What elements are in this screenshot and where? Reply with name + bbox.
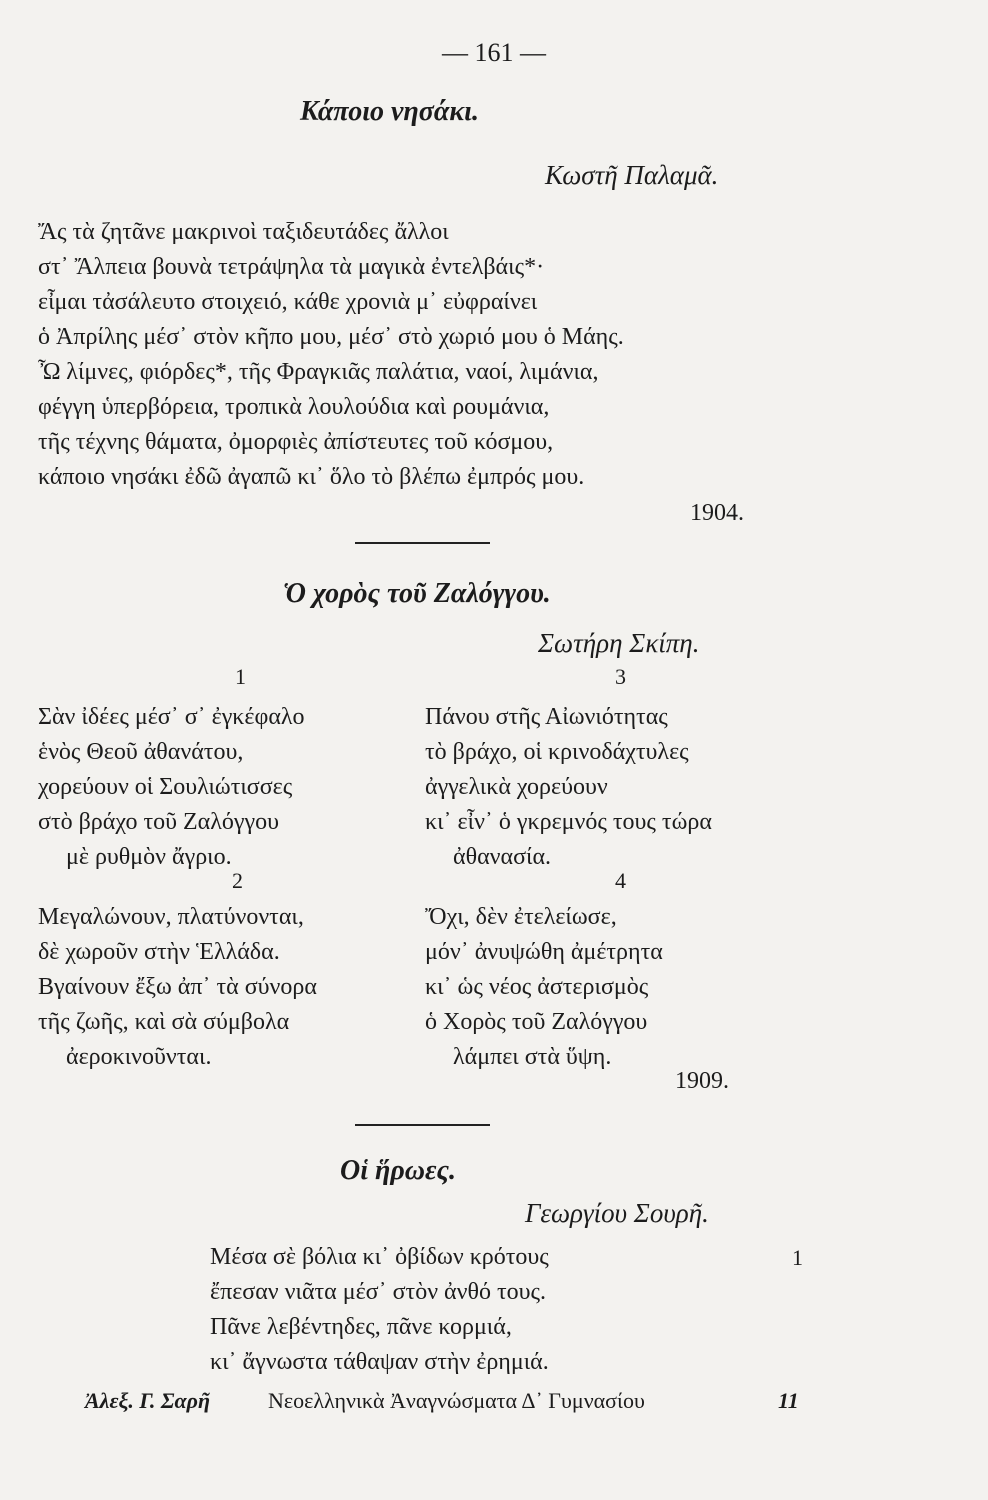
verse-line: Βγαίνουν ἔξω ἀπ᾿ τὰ σύνορα <box>38 974 317 1000</box>
stanza-number: 4 <box>615 868 626 893</box>
poem3-author: Γεωργίου Σουρῆ. <box>525 1198 709 1228</box>
stanza-2 <box>38 900 317 1075</box>
verse-line: ἀγγελικὰ χορεύουν <box>425 774 608 800</box>
verse-line: ἑνὸς Θεοῦ ἀθανάτου, <box>38 739 244 765</box>
verse-line: κι᾿ εἶν᾿ ὁ γκρεμνός τους τώρα <box>425 809 712 835</box>
verse-line: μόν᾿ ἀνυψώθη ἀμέτρητα <box>425 939 663 965</box>
verse-line: φέγγη ὑπερβόρεια, τροπικὰ λουλούδια καὶ ρουμάνια, <box>38 394 550 420</box>
verse-line: μὲ ρυθμὸν ἄγριο. <box>66 844 232 870</box>
verse-line: ἀεροκινοῦνται. <box>66 1044 212 1070</box>
verse-line: Πάνου στῆς Αἰωνιότητας <box>425 704 668 730</box>
verse-line: ἀθανασία. <box>453 844 552 870</box>
stanza-number: 3 <box>615 664 626 689</box>
verse-line: Ὦ λίμνες, φιόρδες*, τῆς Φραγκιᾶς παλάτια, ναοί, λιμάνια, <box>38 359 599 385</box>
verse-line: ὁ Χορὸς τοῦ Ζαλόγγου <box>425 1009 648 1035</box>
verse-line: λάμπει στὰ ὕψη. <box>453 1044 612 1070</box>
poem1-title: Κάποιο νησάκι. <box>300 96 479 127</box>
verse-line: Πᾶνε λεβέντηδες, πᾶνε κορμιά, <box>210 1314 512 1340</box>
verse-line: εἶμαι τἀσάλευτο στοιχειό, κάθε χρονιὰ μ᾿ εὐφραίνει <box>38 289 538 315</box>
stanza-number: 2 <box>232 868 243 893</box>
verse-line: Μεγαλώνουν, πλατύνονται, <box>38 904 304 930</box>
footer-book-title: Νεοελληνικὰ Ἀναγνώσματα Δ᾿ Γυμνασίου <box>268 1388 645 1413</box>
poem2-year: 1909. <box>675 1068 729 1094</box>
stanza-number: 1 <box>792 1245 803 1270</box>
stanza-4 <box>425 900 663 1075</box>
page-number: — 161 — <box>442 38 546 67</box>
verse-line: δὲ χωροῦν στὴν Ἑλλάδα. <box>38 939 280 965</box>
stanza-3 <box>425 700 712 875</box>
verse-line: Ἄς τὰ ζητᾶνε μακρινοὶ ταξιδευτάδες ἄλλοι <box>38 219 449 245</box>
stanza-1 <box>38 700 305 875</box>
verse-line: Μέσα σὲ βόλια κι᾿ ὀβίδων κρότους <box>210 1244 549 1270</box>
poem2-author: Σωτήρη Σκίπη. <box>538 628 700 658</box>
verse-line: χορεύουν οἱ Σουλιώτισσες <box>38 774 293 800</box>
section-divider <box>355 542 490 544</box>
verse-line: ὁ Ἀπρίλης μέσ᾿ στὸν κῆπο μου, μέσ᾿ στὸ χωριό μου ὁ Μάης. <box>38 324 624 350</box>
footer-signature: 11 <box>778 1388 799 1413</box>
poem1-author: Κωστῆ Παλαμᾶ. <box>545 160 719 190</box>
verse-line: τῆς ζωῆς, καὶ σὰ σύμβολα <box>38 1009 290 1035</box>
verse-line: τὸ βράχο, οἱ κρινοδάχτυλες <box>425 739 689 765</box>
poem1-verse <box>38 215 624 495</box>
verse-line: τῆς τέχνης θάματα, ὀμορφιὲς ἀπίστευτες τοῦ κόσμου, <box>38 429 554 455</box>
verse-line: κάποιο νησάκι ἐδῶ ἀγαπῶ κι᾿ ὅλο τὸ βλέπω ἐμπρός μου. <box>38 464 585 490</box>
verse-line: στ᾿ Ἄλπεια βουνὰ τετράψηλα τὰ μαγικὰ ἐντελβάις*· <box>38 254 545 280</box>
poem3-verse <box>210 1240 549 1380</box>
poem2-title: Ὁ χορὸς τοῦ Ζαλόγγου. <box>283 578 551 609</box>
verse-line: Ὄχι, δὲν ἐτελείωσε, <box>425 904 617 930</box>
verse-line: κι᾿ ἄγνωστα τάθαψαν στὴν ἐρημιά. <box>210 1349 549 1375</box>
poem1-year: 1904. <box>690 500 744 526</box>
poem3-title: Οἱ ἥρωες. <box>340 1155 457 1186</box>
verse-line: στὸ βράχο τοῦ Ζαλόγγου <box>38 809 279 835</box>
verse-line: κι᾿ ὡς νέος ἀστερισμὸς <box>425 974 649 1000</box>
stanza-number: 1 <box>235 664 246 689</box>
section-divider <box>355 1124 490 1126</box>
verse-line: Σὰν ἰδέες μέσ᾿ σ᾿ ἐγκέφαλο <box>38 704 305 730</box>
footer-author: Ἀλεξ. Γ. Σαρῆ <box>85 1388 211 1413</box>
verse-line: ἔπεσαν νιᾶτα μέσ᾿ στὸν ἀνθό τους. <box>210 1279 546 1305</box>
